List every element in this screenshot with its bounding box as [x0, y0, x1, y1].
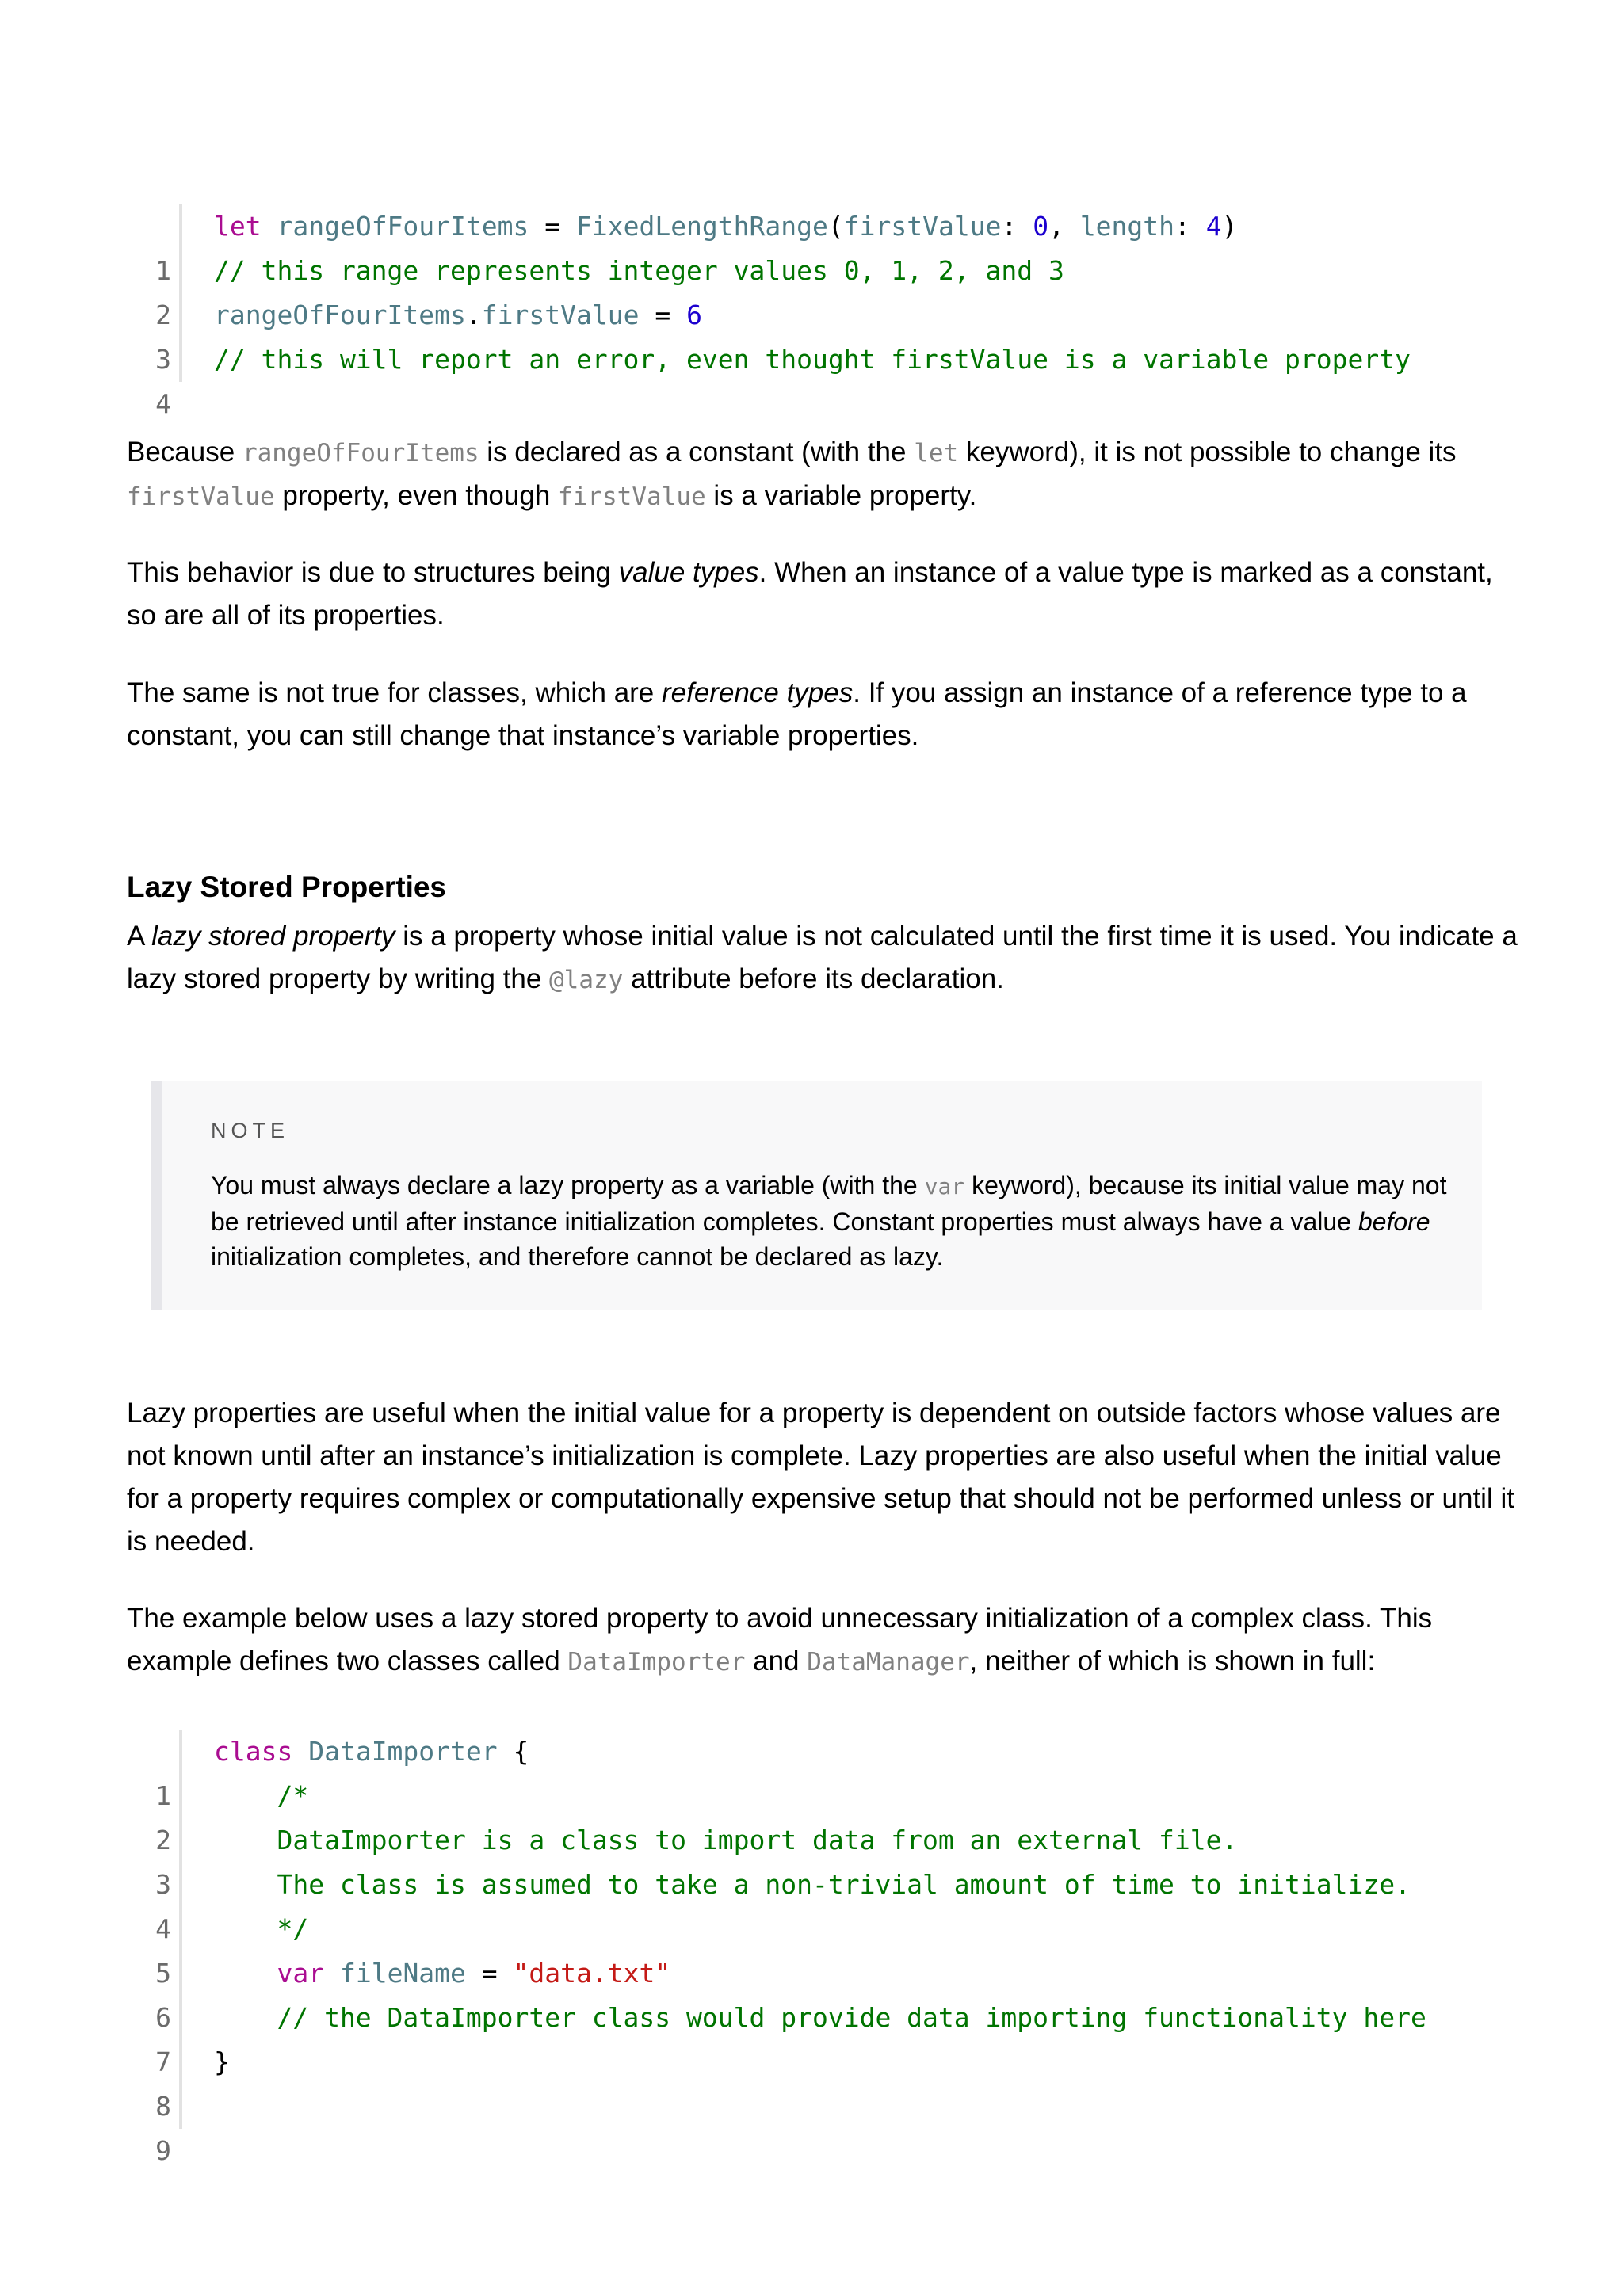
emphasis: lazy stored property: [151, 921, 395, 952]
inline-code: DataImporter: [567, 1648, 746, 1676]
property-name: firstValue: [481, 299, 640, 330]
inline-code: firstValue: [558, 482, 706, 511]
text: You must always declare a lazy property as a variable (with the: [211, 1171, 925, 1199]
punctuation: .: [465, 299, 482, 330]
text: is a variable property.: [705, 480, 977, 511]
code-comment: // this range represents integer values 0, 1, 2, and 3: [214, 255, 1064, 286]
emphasis: value types: [618, 557, 759, 588]
code-text: }: [214, 2046, 230, 2077]
line-number: 9: [155, 2135, 171, 2166]
text: is a property whose initial value is not calculated until the first time it is used. You indicate a lazy stored property by writing the: [127, 921, 1518, 994]
line-number: 2: [155, 1825, 171, 1855]
text: A: [127, 921, 152, 952]
keyword: var: [277, 1958, 325, 1989]
inline-code: let: [914, 439, 959, 467]
operator: =: [529, 211, 576, 242]
inline-code: var: [924, 1173, 965, 1199]
text: is declared as a constant (with the: [479, 437, 915, 467]
code-line: [135, 2084, 1514, 2166]
text: The example below uses a lazy stored property to avoid unnecessary initialization of a complex class. This example defines two classes called: [127, 1603, 1433, 1676]
code-line: [135, 1730, 1514, 1811]
type-name: FixedLengthRange: [575, 211, 828, 242]
code-comment: The class is assumed to take a non-trivial amount of time to initialize.: [214, 1869, 1411, 1900]
number-literal: 0: [1033, 211, 1049, 242]
line-number: 3: [155, 1869, 171, 1900]
code-line: [135, 2040, 1514, 2122]
text: . When an instance of a value type is marked as a constant, so are all of its properties.: [127, 557, 1493, 631]
note-body: [211, 1168, 1447, 1274]
number-literal: 4: [1205, 211, 1222, 242]
indent: [214, 1958, 277, 1989]
section-heading: Lazy Stored Properties: [127, 871, 447, 903]
operator: =: [639, 299, 687, 330]
text: keyword), it is not possible to change its: [958, 437, 1457, 467]
code-line: [135, 1863, 1514, 1944]
punctuation: ,: [1048, 211, 1080, 242]
keyword: let: [214, 211, 262, 242]
code-comment: */: [214, 1913, 309, 1944]
text: , neither of which is shown in full:: [969, 1646, 1376, 1676]
line-number: 4: [155, 388, 171, 419]
text: The same is not true for classes, which are: [127, 677, 662, 708]
inline-code: DataManager: [807, 1648, 970, 1676]
paragraph-constant-struct: [127, 431, 1522, 518]
line-number: 5: [155, 1958, 171, 1989]
punctuation: ): [1221, 211, 1238, 242]
space: [292, 1736, 308, 1767]
operator: =: [465, 1958, 514, 1989]
line-number: 1: [155, 255, 171, 286]
note-box: [151, 1081, 1482, 1310]
paragraph-lazy-definition: [127, 915, 1522, 1001]
line-number: 2: [155, 299, 171, 330]
inline-code: firstValue: [127, 482, 275, 511]
code-line: [135, 338, 1498, 419]
code-block-range: [135, 204, 1498, 419]
line-number: 3: [155, 344, 171, 375]
punctuation: (: [827, 211, 844, 242]
code-comment: // this will report an error, even thought firstValue is a variable property: [214, 344, 1411, 375]
punctuation: :: [1174, 211, 1206, 242]
identifier: rangeOfFourItems: [214, 299, 466, 330]
emphasis: before: [1358, 1207, 1430, 1236]
paragraph-value-types: [127, 551, 1522, 637]
text: This behavior is due to structures being: [127, 557, 619, 588]
text: Because: [127, 437, 242, 467]
inline-code: rangeOfFourItems: [242, 439, 479, 467]
number-literal: 6: [686, 299, 702, 330]
code-comment: // the DataImporter class would provide data importing functionality here: [214, 2002, 1426, 2033]
code-block-dataimporter: [135, 1730, 1514, 2166]
argument-label: length: [1079, 211, 1175, 242]
line-number: 7: [155, 2046, 171, 2077]
argument-label: firstValue: [843, 211, 1002, 242]
text: property, even though: [274, 480, 559, 511]
space: [324, 1958, 340, 1989]
line-number: 6: [155, 2002, 171, 2033]
inline-code: @lazy: [549, 966, 624, 994]
punctuation: :: [1001, 211, 1033, 242]
text: and: [745, 1646, 808, 1676]
text: keyword), because its initial value may not be retrieved until after instance initialization completes. Constant properties must always have a value: [211, 1171, 1447, 1236]
paragraph-reference-types: [127, 672, 1522, 757]
line-number: 8: [155, 2091, 171, 2122]
text: initialization completes, and therefore cannot be declared as lazy.: [211, 1242, 944, 1271]
type-name: DataImporter: [308, 1736, 498, 1767]
code-comment: /*: [214, 1780, 309, 1811]
line-number: 1: [155, 1780, 171, 1811]
code-comment: DataImporter is a class to import data from an external file.: [214, 1825, 1238, 1855]
paragraph-example-intro: [127, 1597, 1522, 1684]
text: . If you assign an instance of a reference type to a constant, you can still change that instance’s variable properties.: [127, 677, 1467, 751]
keyword: class: [214, 1736, 293, 1767]
note-title: NOTE: [211, 1119, 290, 1142]
text: attribute before its declaration.: [623, 963, 1004, 994]
emphasis: reference types: [662, 677, 854, 708]
code-line: [135, 1996, 1514, 2077]
string-literal: "data.txt": [513, 1958, 671, 1989]
punctuation: {: [497, 1736, 529, 1767]
identifier: rangeOfFourItems: [277, 211, 529, 242]
line-number: 4: [155, 1913, 171, 1944]
paragraph-lazy-usefulness: Lazy properties are useful when the initial value for a property is dependent on outside factors whose values are not known until after an instance’s initialization is complete. Lazy properties are also useful when the initial value for a property requires complex or computationally expensive setup that should not be performed unless or until it is needed.: [127, 1398, 1514, 1557]
identifier: fileName: [339, 1958, 466, 1989]
